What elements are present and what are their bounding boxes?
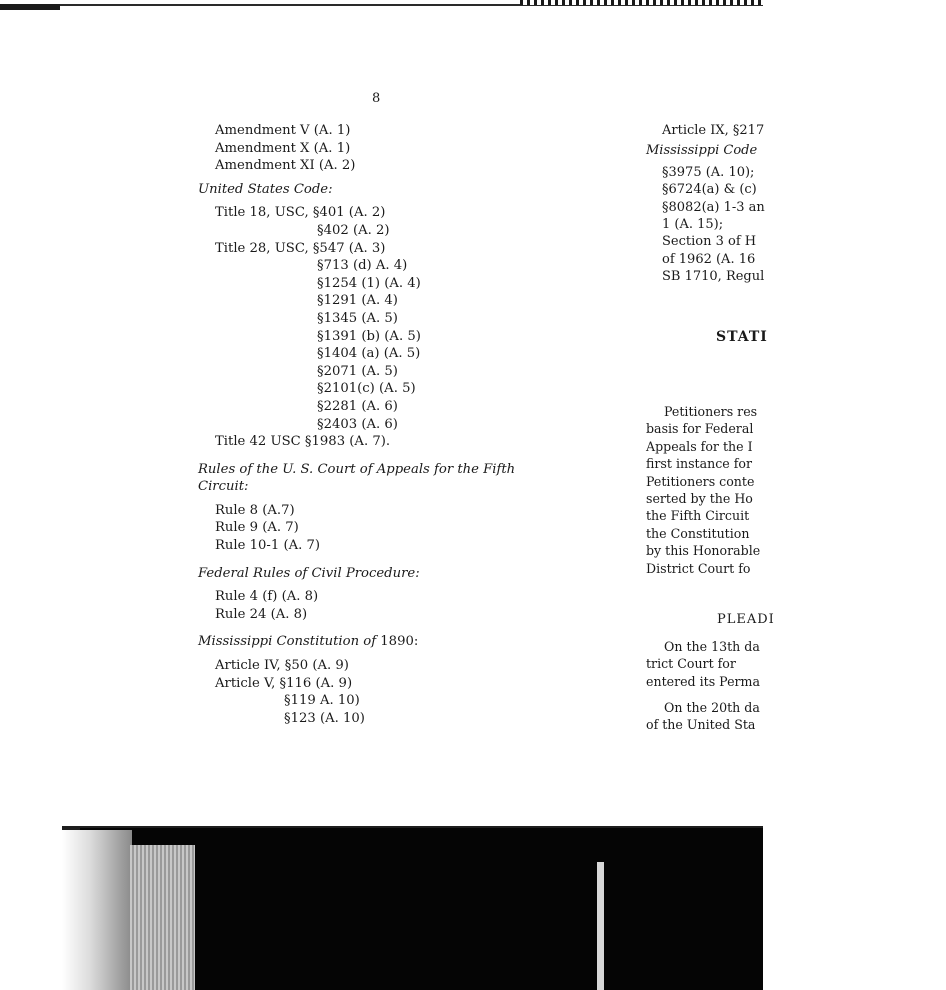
top-rule-dashed <box>520 0 763 5</box>
paragraph-line: first instance for <box>646 456 753 472</box>
usc-line: §2403 (A. 6) <box>317 416 398 432</box>
usc-heading: United States Code: <box>198 181 333 197</box>
paragraph-line: the Fifth Circuit <box>646 508 750 524</box>
paragraph-line: On the 13th da <box>664 639 760 654</box>
amendment-line: Amendment X (A. 1) <box>215 140 351 156</box>
usc-line: §1391 (b) (A. 5) <box>317 328 421 344</box>
usc-line: §2101(c) (A. 5) <box>317 381 416 397</box>
usc-line: Title 18, USC, §401 (A. 2) <box>215 205 386 221</box>
pleadings-paragraph-2 <box>646 699 760 734</box>
usc-line: Title 28, USC, §547 (A. 3) <box>215 240 386 256</box>
pleadings-paragraph <box>646 638 760 690</box>
paragraph-line: of the United Sta <box>646 717 756 733</box>
code-line: §6724(a) & (c) <box>662 182 757 198</box>
scan-edge-fringe <box>62 830 132 990</box>
ms-const-line: Article V, §116 (A. 9) <box>215 675 353 691</box>
code-line: §3975 (A. 10); <box>662 164 755 180</box>
paragraph-line: Petitioners res <box>664 404 758 419</box>
paragraph-line: Petitioners conte <box>646 473 755 489</box>
statement-heading: STATI <box>716 329 768 345</box>
usc-line: §402 (A. 2) <box>317 222 390 238</box>
ms-const-line: §123 (A. 10) <box>284 710 365 726</box>
paragraph-line: Appeals for the I <box>646 438 753 454</box>
paragraph-line: trict Court for <box>646 656 736 672</box>
paragraph-line: basis for Federal <box>646 421 754 437</box>
code-line: Section 3 of H <box>662 234 757 250</box>
usc-line: Title 42 USC §1983 (A. 7). <box>215 434 391 450</box>
paragraph-line: by this Honorable <box>646 543 761 559</box>
rule-line: Rule 8 (A.7) <box>215 502 295 518</box>
code-line: of 1962 (A. 16 <box>662 251 756 267</box>
rule-line: Rule 9 (A. 7) <box>215 520 299 536</box>
usc-line: §1404 (a) (A. 5) <box>317 346 421 362</box>
usc-line: §1345 (A. 5) <box>317 310 398 326</box>
ms-constitution-heading-year: 1890: <box>380 634 419 650</box>
rule-line: Rule 10-1 (A. 7) <box>215 538 321 554</box>
pleadings-heading: PLEADI <box>717 612 775 627</box>
right-column-top <box>646 122 946 286</box>
amendment-line: Amendment XI (A. 2) <box>215 158 356 174</box>
scan-light-artifact <box>130 845 195 990</box>
left-column <box>198 122 568 727</box>
code-line: §8082(a) 1-3 an <box>662 199 765 215</box>
frcp-heading: Federal Rules of Civil Procedure: <box>198 565 420 581</box>
article-line: Article IX, §217 <box>662 123 765 138</box>
code-line: 1 (A. 15); <box>662 217 724 233</box>
usc-line: §1254 (1) (A. 4) <box>317 275 421 291</box>
paragraph-line: serted by the Ho <box>646 491 753 507</box>
paragraph-line: the Constitution <box>646 525 750 541</box>
usc-line: §2071 (A. 5) <box>317 363 398 379</box>
ms-constitution-heading <box>198 633 568 651</box>
ms-constitution-heading-title: Mississippi Constitution of <box>198 634 377 650</box>
usc-line: §713 (d) A. 4) <box>317 258 408 274</box>
top-rule-thick <box>0 4 60 10</box>
ms-const-line: Article IV, §50 (A. 9) <box>215 658 349 674</box>
ms-const-line: §119 A. 10) <box>284 693 360 709</box>
paragraph-line: On the 20th da <box>664 700 760 715</box>
rules-heading: Rules of the U. S. Court of Appeals for the Fifth Circuit: <box>198 461 516 495</box>
frcp-line: Rule 4 (f) (A. 8) <box>215 589 319 605</box>
code-line: SB 1710, Regul <box>662 269 765 285</box>
paragraph-line: District Court fo <box>646 560 751 576</box>
usc-line: §2281 (A. 6) <box>317 398 398 414</box>
amendment-line: Amendment V (A. 1) <box>215 123 351 138</box>
usc-line: §1291 (A. 4) <box>317 293 398 309</box>
ms-code-heading: Mississippi Code <box>646 143 758 159</box>
page-number: 8 <box>372 91 381 106</box>
statement-paragraph <box>646 403 760 577</box>
scan-light-strip <box>597 862 604 990</box>
frcp-line: Rule 24 (A. 8) <box>215 606 308 622</box>
paragraph-line: entered its Perma <box>646 673 761 689</box>
